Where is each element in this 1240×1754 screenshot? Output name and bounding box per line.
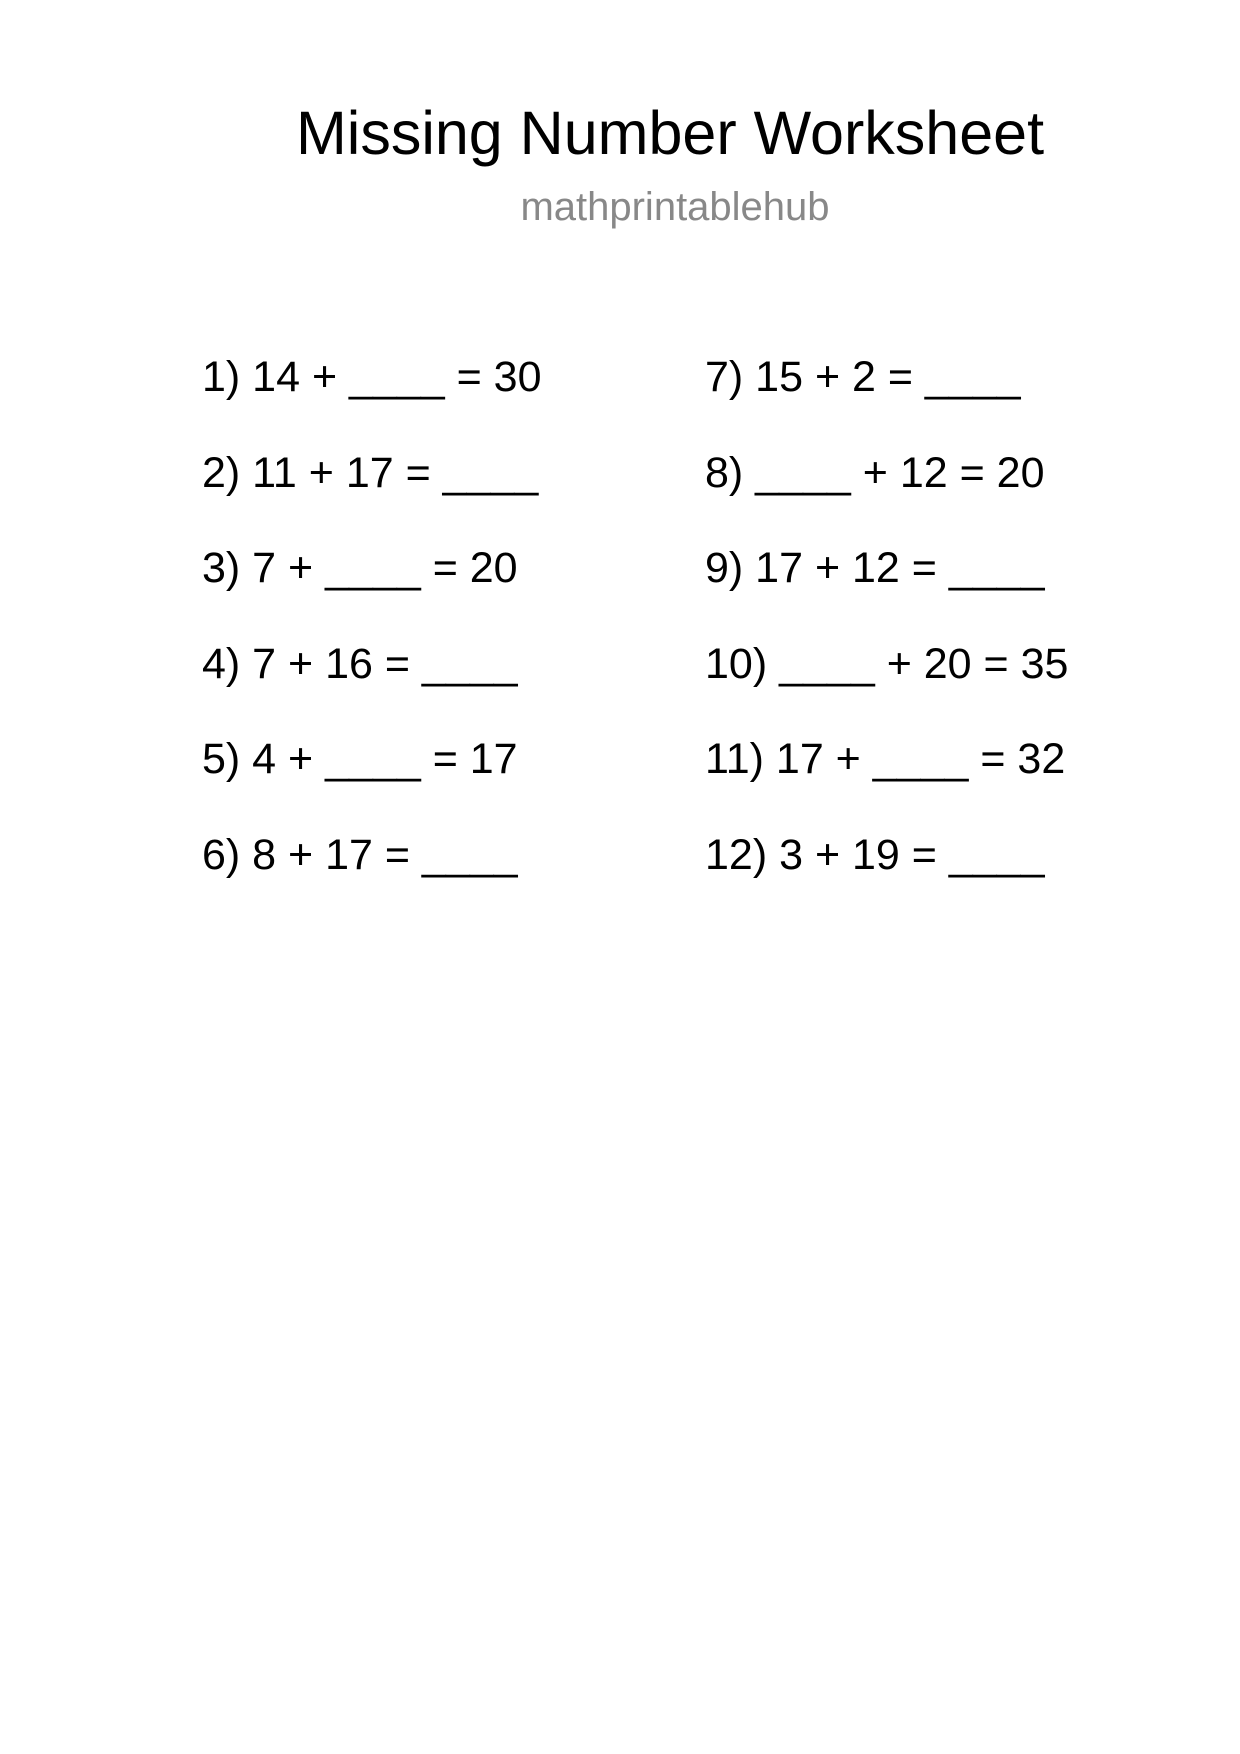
worksheet-title: Missing Number Worksheet bbox=[295, 99, 1045, 167]
problem-6: 6) 8 + 17 = ____ bbox=[202, 830, 518, 879]
problems-right-column bbox=[705, 352, 1068, 925]
problems-left-column bbox=[202, 352, 542, 925]
problem-11: 11) 17 + ____ = 32 bbox=[705, 735, 1066, 783]
problem-3: 3) 7 + ____ = 20 bbox=[202, 544, 518, 592]
worksheet-subtitle: mathprintablehub bbox=[520, 185, 830, 229]
problem-10: 10) ____ + 20 = 35 bbox=[705, 639, 1069, 688]
problem-12: 12) 3 + 19 = ____ bbox=[705, 830, 1045, 879]
problem-4: 4) 7 + 16 = ____ bbox=[202, 639, 518, 688]
problem-7: 7) 15 + 2 = ____ bbox=[705, 353, 1021, 401]
problem-9: 9) 17 + 12 = ____ bbox=[705, 544, 1045, 592]
problem-5: 5) 4 + ____ = 17 bbox=[202, 735, 518, 783]
problem-2: 2) 11 + 17 = ____ bbox=[202, 448, 539, 497]
problem-8: 8) ____ + 12 = 20 bbox=[705, 448, 1045, 497]
problem-1: 1) 14 + ____ = 30 bbox=[202, 353, 542, 401]
